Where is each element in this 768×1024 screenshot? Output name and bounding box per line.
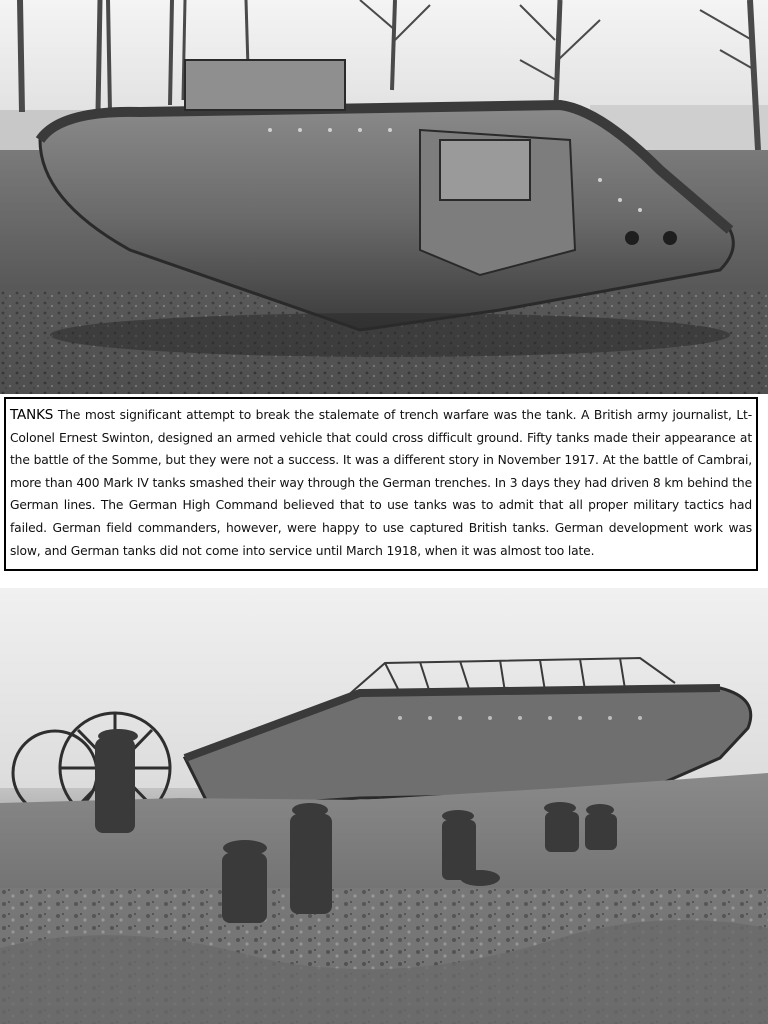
tank-field-photo — [0, 0, 768, 394]
caption-body: The most significant attempt to break the stalemate of trench warfare was the tank. A British army journalist, Lt-Colonel Ernest Swinton, designed an armed vehicle that could cross difficult ground. Fifty tanks made their appearance at the battle of the Somme, but they were not a success. It was a different story in November 1917. At the battle of Cambrai, more than 400 Mark IV tanks smashed their way through the German trenches. In 3 days they had driven 8 km behind the German lines. The German High Command believed that to use tanks was to admit that all proper military tactics had failed. German field commanders, however, were happy to use captured British tanks. German development work was slow, and German tanks did not come into service until March 1918, when it was almost too late. — [10, 408, 752, 558]
trench-soldiers-photo — [0, 588, 768, 1024]
caption-box — [4, 397, 758, 571]
caption-heading: TANKS — [10, 407, 54, 423]
trench-soldiers-illustration — [0, 588, 768, 1024]
tank-field-illustration — [0, 0, 768, 394]
caption-paragraph — [10, 404, 752, 562]
